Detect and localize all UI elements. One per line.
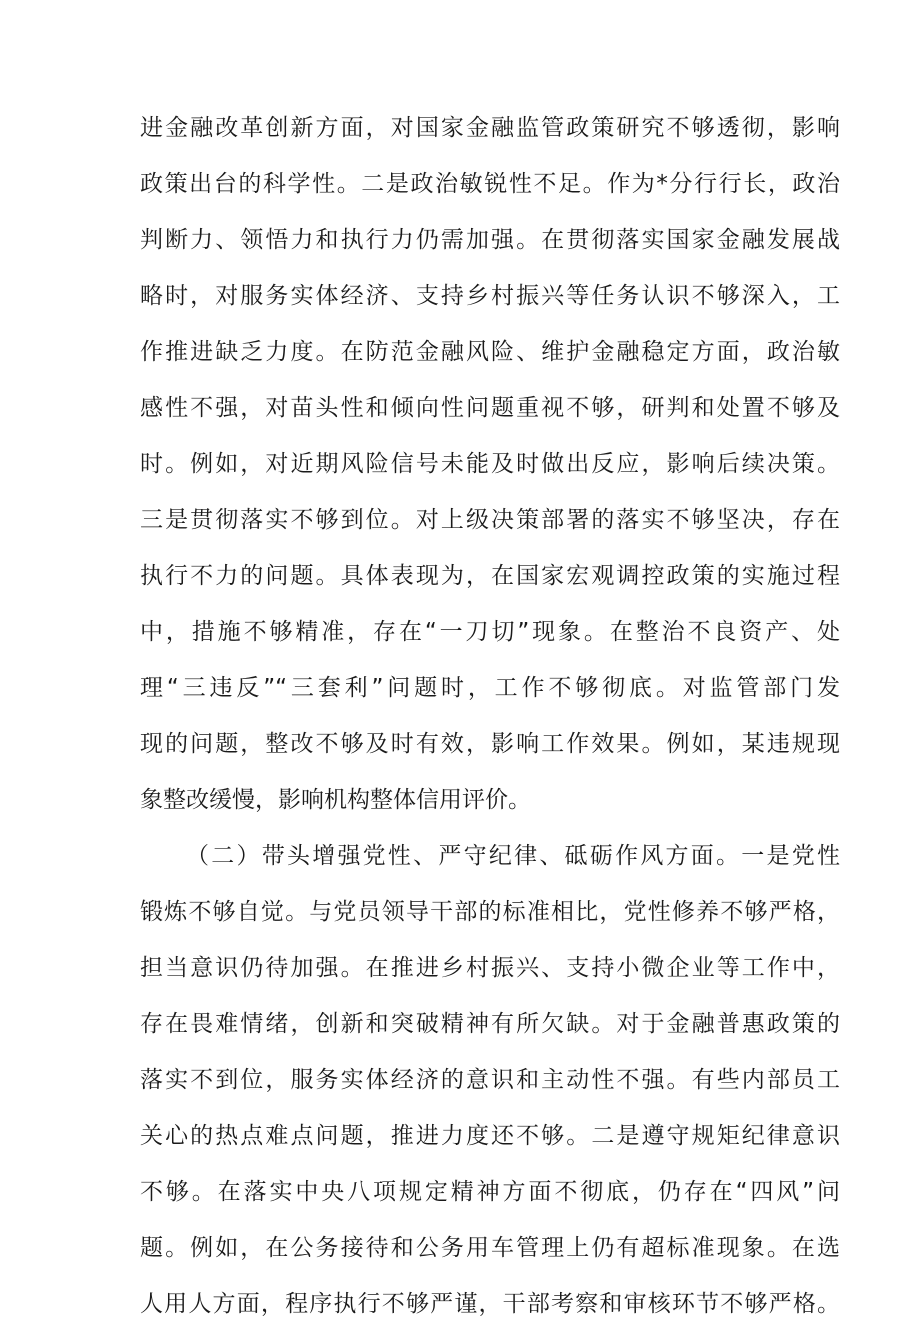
body-text-line: 题。例如，在公务接待和公务用车管理上仍有超标准现象。在选 xyxy=(140,1235,840,1261)
body-text-line: 关心的热点难点问题，推进力度还不够。二是遵守规矩纪律意识 xyxy=(140,1123,840,1149)
body-text-line: 政策出台的科学性。二是政治敏锐性不足。作为*分行行长，政治 xyxy=(140,171,840,197)
body-text-line: 感性不强，对苗头性和倾向性问题重视不够，研判和处置不够及 xyxy=(140,395,840,421)
body-text-line: 象整改缓慢，影响机构整体信用评价。 xyxy=(140,787,531,813)
body-text-line: 时。例如，对近期风险信号未能及时做出反应，影响后续决策。 xyxy=(140,451,840,477)
body-text-line: 不够。在落实中央八项规定精神方面不彻底，仍存在“四风”问 xyxy=(140,1179,840,1205)
body-text-line: 执行不力的问题。具体表现为，在国家宏观调控政策的实施过程 xyxy=(140,563,840,589)
body-text-line: 锻炼不够自觉。与党员领导干部的标准相比，党性修养不够严格， xyxy=(140,899,840,925)
body-text-line: 理“三违反”“三套利”问题时，工作不够彻底。对监管部门发 xyxy=(140,675,840,701)
body-text-line: 落实不到位，服务实体经济的意识和主动性不强。有些内部员工 xyxy=(140,1067,840,1093)
body-text-line: 略时，对服务实体经济、支持乡村振兴等任务认识不够深入，工 xyxy=(140,283,840,309)
body-text-line: 存在畏难情绪，创新和突破精神有所欠缺。对于金融普惠政策的 xyxy=(140,1011,840,1037)
body-text-line: 判断力、领悟力和执行力仍需加强。在贯彻落实国家金融发展战 xyxy=(140,227,840,253)
body-text-line: 作推进缺乏力度。在防范金融风险、维护金融稳定方面，政治敏 xyxy=(140,339,840,365)
body-text-line: 三是贯彻落实不够到位。对上级决策部署的落实不够坚决，存在 xyxy=(140,507,840,533)
body-text-line: 担当意识仍待加强。在推进乡村振兴、支持小微企业等工作中， xyxy=(140,955,840,981)
section-heading-line: （二）带头增强党性、严守纪律、砥砺作风方面。一是党性 xyxy=(186,843,840,869)
body-text-line: 中，措施不够精准，存在“一刀切”现象。在整治不良资产、处 xyxy=(140,619,840,645)
body-text-line: 人用人方面，程序执行不够严谨，干部考察和审核环节不够严格。 xyxy=(140,1291,840,1317)
body-text-line: 现的问题，整改不够及时有效，影响工作效果。例如，某违规现 xyxy=(140,731,840,757)
body-text-line: 进金融改革创新方面，对国家金融监管政策研究不够透彻，影响 xyxy=(140,115,840,141)
